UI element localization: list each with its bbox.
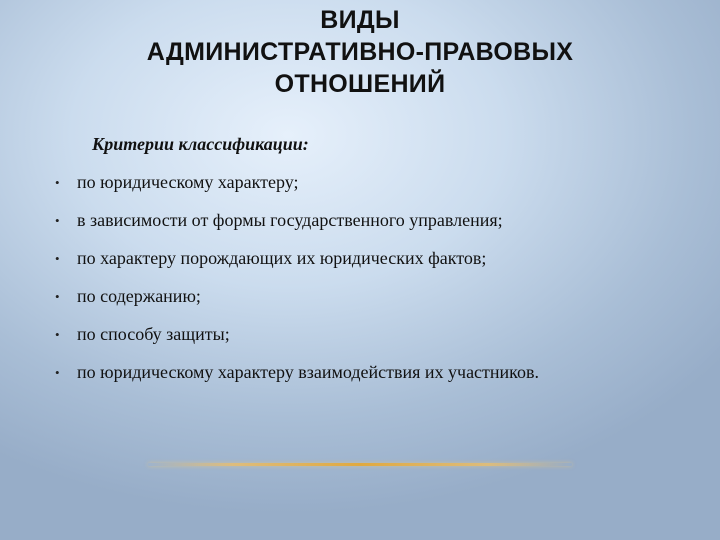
- list-item-text: по способу защиты;: [77, 324, 230, 344]
- bullet-icon: •: [55, 251, 60, 266]
- slide-title-line: ВИДЫ: [320, 6, 400, 34]
- list-item: [55, 208, 665, 233]
- list-item-text: по содержанию;: [77, 286, 201, 306]
- list-item-text: в зависимости от формы государственного управления;: [77, 210, 503, 230]
- bullet-icon: •: [55, 365, 60, 380]
- list-item: [55, 170, 665, 195]
- slide-subtitle: Критерии классификации:: [92, 134, 309, 154]
- bullet-icon: •: [55, 213, 60, 228]
- list-item-text: по юридическому характеру;: [77, 172, 299, 192]
- bullet-icon: •: [55, 175, 60, 190]
- list-item: [55, 284, 665, 309]
- list-item-text: по характеру порождающих их юридических фактов;: [77, 248, 487, 268]
- list-item: [55, 360, 665, 385]
- slide-title: [60, 4, 660, 100]
- bullet-icon: •: [55, 289, 60, 304]
- slide-title-line: АДМИНИСТРАТИВНО-ПРАВОВЫХ: [146, 38, 574, 66]
- list-item-text: по юридическому характеру взаимодействия их участников.: [77, 362, 540, 382]
- slide-title-line: ОТНОШЕНИЙ: [274, 70, 446, 98]
- bullet-icon: •: [55, 327, 60, 342]
- criteria-list: [55, 170, 665, 385]
- list-item: [55, 322, 665, 347]
- list-item: [55, 246, 665, 271]
- decorative-divider: [148, 463, 572, 466]
